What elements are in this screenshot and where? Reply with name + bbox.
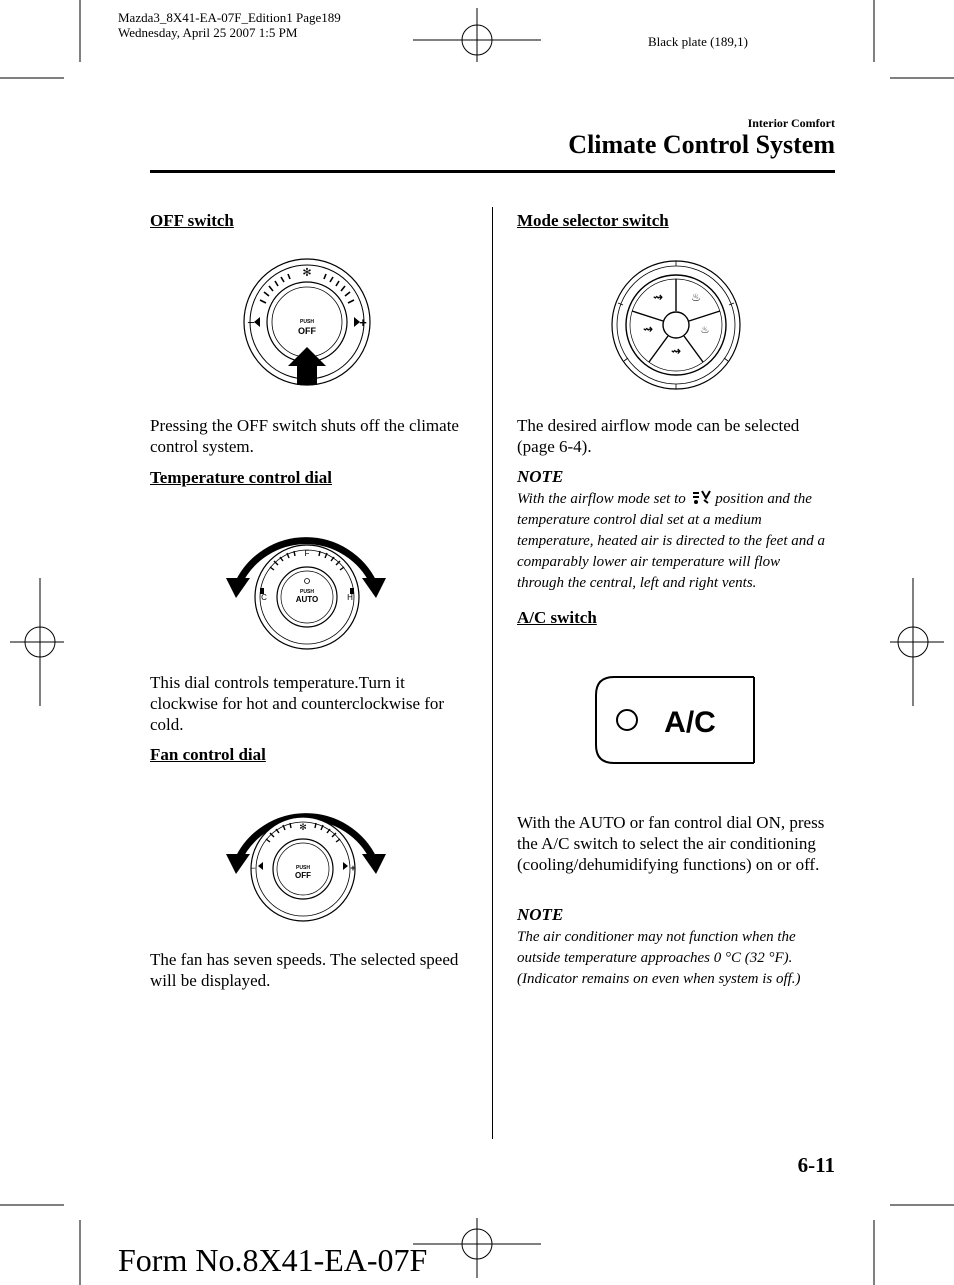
print-header-line1: Mazda3_8X41-EA-07F_Edition1 Page189 bbox=[118, 10, 341, 25]
print-header-line2: Wednesday, April 25 2007 1:5 PM bbox=[118, 25, 298, 40]
temp-push-label: PUSH bbox=[300, 589, 314, 595]
mode-switch-heading: Mode selector switch bbox=[517, 211, 669, 230]
off-switch-body: Pressing the OFF switch shuts off the climate control system. bbox=[150, 416, 459, 456]
registration-mark-right bbox=[890, 578, 944, 706]
registration-mark-left bbox=[10, 578, 64, 706]
arrow-clockwise-icon bbox=[362, 578, 386, 598]
plate-label: Black plate (189,1) bbox=[648, 34, 748, 49]
temp-cold-label: C bbox=[261, 593, 267, 602]
vent-floor-icon: ⇝ bbox=[670, 344, 682, 358]
ac-switch-body: With the AUTO or fan control dial ON, press the A/C switch to select the air conditioning (cooling/dehumidifying functions) on or off. bbox=[517, 813, 825, 874]
ac-note-heading: NOTE bbox=[517, 905, 564, 924]
ac-switch-heading: A/C switch bbox=[517, 608, 597, 627]
mode-switch-diagram bbox=[608, 257, 744, 393]
temp-auto-label: AUTO bbox=[295, 595, 319, 604]
arrow-counterclockwise-icon bbox=[226, 578, 250, 598]
fan-push-label: PUSH bbox=[296, 865, 310, 871]
mode-note bbox=[517, 489, 827, 594]
defroster-icon: ♨ bbox=[691, 292, 701, 304]
title-rule bbox=[150, 170, 835, 173]
mode-note-before: With the airflow mode set to bbox=[517, 491, 686, 507]
form-number: Form No.8X41-EA-07F bbox=[118, 1242, 428, 1278]
vent-bilevel-icon bbox=[690, 489, 712, 505]
vent-bilevel-icon: ⇝ bbox=[642, 322, 654, 336]
ac-label: A/C bbox=[664, 706, 716, 739]
ac-switch-diagram bbox=[594, 675, 758, 767]
fan-plus-label: + bbox=[350, 863, 356, 873]
off-off-label: OFF bbox=[298, 326, 316, 336]
temp-dial-diagram bbox=[222, 512, 392, 652]
arrow-clockwise-icon bbox=[362, 854, 386, 874]
mode-note-heading: NOTE bbox=[517, 467, 564, 486]
fan-icon: ✻ bbox=[299, 822, 307, 832]
column-divider bbox=[492, 207, 493, 1139]
fan-dial-heading: Fan control dial bbox=[150, 745, 266, 764]
fan-dial-body: The fan has seven speeds. The selected speed will be displayed. bbox=[150, 950, 459, 990]
fan-icon: ✻ bbox=[302, 267, 312, 279]
fan-icon: F bbox=[304, 549, 310, 558]
page-title: Climate Control System bbox=[568, 130, 835, 159]
vent-face-icon: ⇝ bbox=[652, 290, 664, 304]
temp-hot-label: H bbox=[347, 593, 353, 602]
mode-note-after: position and the temperature control dial set at a medium temperature, heated air is directed to the feet and a comparably lower air temperature will flow through the central, left and right vents. bbox=[517, 491, 825, 591]
arrow-counterclockwise-icon bbox=[226, 854, 250, 874]
off-push-label: PUSH bbox=[300, 319, 314, 325]
mode-switch-body: The desired airflow mode can be selected (page 6-4). bbox=[517, 416, 800, 456]
registration-mark-top bbox=[413, 8, 541, 62]
fan-off-label: OFF bbox=[295, 871, 311, 880]
fan-minus-label: − bbox=[250, 863, 256, 873]
off-minus-label: − bbox=[247, 315, 255, 330]
registration-mark-bottom bbox=[413, 1218, 541, 1278]
fan-dial-diagram bbox=[222, 788, 392, 928]
print-header bbox=[118, 10, 341, 40]
section-label: Interior Comfort bbox=[747, 116, 835, 130]
floor-defroster-icon: ♨ bbox=[700, 325, 710, 336]
temp-dial-body: This dial controls temperature.Turn it clockwise for hot and counterclockwise for cold. bbox=[150, 673, 445, 734]
ac-note: The air conditioner may not function when the outside temperature approaches 0 °C (32 °F). (Indicator remains on even when system is off.) bbox=[517, 929, 801, 987]
page-number: 6-11 bbox=[797, 1153, 835, 1177]
off-switch-heading: OFF switch bbox=[150, 211, 234, 230]
off-switch-diagram bbox=[240, 255, 375, 390]
off-plus-label: + bbox=[359, 315, 367, 330]
temp-dial-heading: Temperature control dial bbox=[150, 468, 332, 487]
